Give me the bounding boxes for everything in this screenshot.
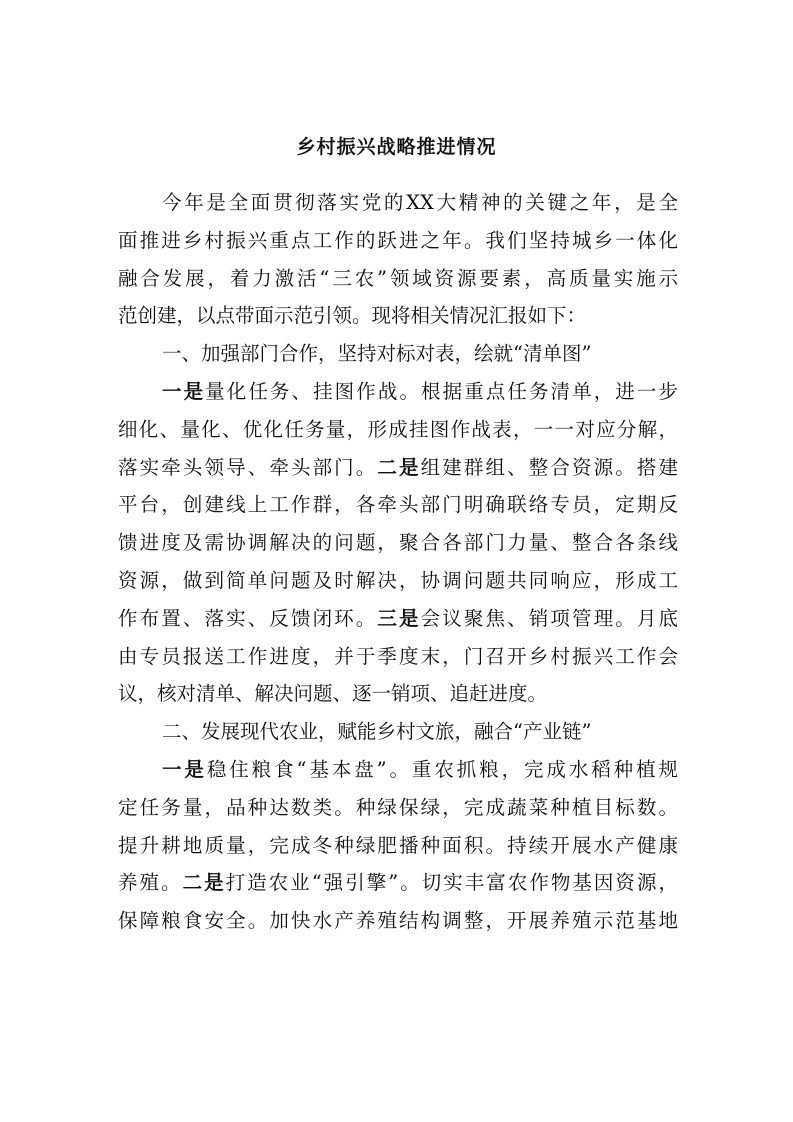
- line-text: 今年是全面贯彻落实党的XX大精神的关键之年，是全: [162, 191, 678, 214]
- bold-keyword: 一是: [162, 379, 206, 403]
- line-text: 资源，做到简单问题及时解决，协调问题共同响应，形成工: [118, 568, 678, 592]
- line-text-after: 打造农业“强引擎”。切实丰富农作物基因资源，: [225, 871, 678, 895]
- line-text: 由专员报送工作进度，并于季度末，门召开乡村振兴工作会: [118, 644, 678, 668]
- text-line: [118, 222, 678, 260]
- text-line: [118, 827, 678, 865]
- text-line: [118, 562, 678, 600]
- text-line: [118, 411, 678, 449]
- line-text: 落实牵头领导、牵头部门。: [118, 455, 378, 479]
- text-line: [118, 297, 678, 335]
- line-text: 量化任务、挂图作战。根据重点任务清单，进一步: [205, 379, 678, 403]
- text-line: [118, 486, 678, 524]
- line-text: 一、加强部门合作，坚持对标对表，绘就“清单图”: [162, 342, 592, 366]
- line-text: 面推进乡村振兴重点工作的跃进之年。我们坚持城乡一体化: [118, 228, 678, 252]
- line-text: 范创建，以点带面示范引领。现将相关情况汇报如下：: [118, 304, 587, 328]
- text-line: [118, 449, 678, 487]
- text-line: [118, 789, 678, 827]
- text-line: [118, 902, 678, 940]
- bold-keyword: 二是: [377, 455, 421, 479]
- line-text: 议，核对清单、解决问题、逐一销项、追赶进度。: [118, 682, 548, 706]
- line-text: 定任务量，品种达数类。种绿保绿，完成蔬菜种植目标数。: [118, 795, 678, 819]
- text-line: [118, 373, 678, 411]
- line-text: 作布置、落实、反馈闭环。: [118, 606, 378, 630]
- line-text: 保障粮食安全。加快水产养殖结构调整，开展养殖示范基地: [118, 909, 678, 933]
- text-line: [118, 184, 678, 222]
- text-line: [118, 335, 678, 373]
- line-text-after: 组建群组、整合资源。搭建: [420, 455, 678, 479]
- text-line: [118, 638, 678, 676]
- bold-keyword: 一是: [162, 757, 207, 781]
- line-text: 二、发展现代农业，赋能乡村文旅，融合“产业链”: [162, 720, 592, 744]
- line-text: 细化、量化、优化任务量，形成挂图作战表，一一对应分解，: [118, 417, 678, 441]
- text-line: [118, 864, 678, 902]
- line-text: 养殖。: [118, 871, 183, 895]
- text-line: [118, 260, 678, 298]
- text-line: [118, 751, 678, 789]
- bold-keyword: 三是: [377, 606, 421, 630]
- text-line: [118, 713, 678, 751]
- line-text: 馈进度及需协调解决的问题，聚合各部门力量、整合各条线: [118, 531, 678, 555]
- bold-keyword: 二是: [182, 871, 226, 895]
- text-line: [118, 600, 678, 638]
- text-line: [118, 675, 678, 713]
- text-line: [118, 524, 678, 562]
- document-title: 乡村振兴战略推进情况: [296, 136, 497, 158]
- document-body: [118, 184, 678, 940]
- line-text: 融合发展，着力激活“三农”领域资源要素，高质量实施示: [118, 266, 678, 290]
- line-text: 平台，创建线上工作群，各牵头部门明确联络专员，定期反: [118, 493, 678, 517]
- line-text: 提升耕地质量，完成冬种绿肥播种面积。持续开展水产健康: [118, 833, 678, 857]
- line-text-after: 会议聚焦、销项管理。月底: [420, 606, 678, 630]
- line-text: 稳住粮食“基本盘”。重农抓粮，完成水稻种植规: [206, 757, 678, 781]
